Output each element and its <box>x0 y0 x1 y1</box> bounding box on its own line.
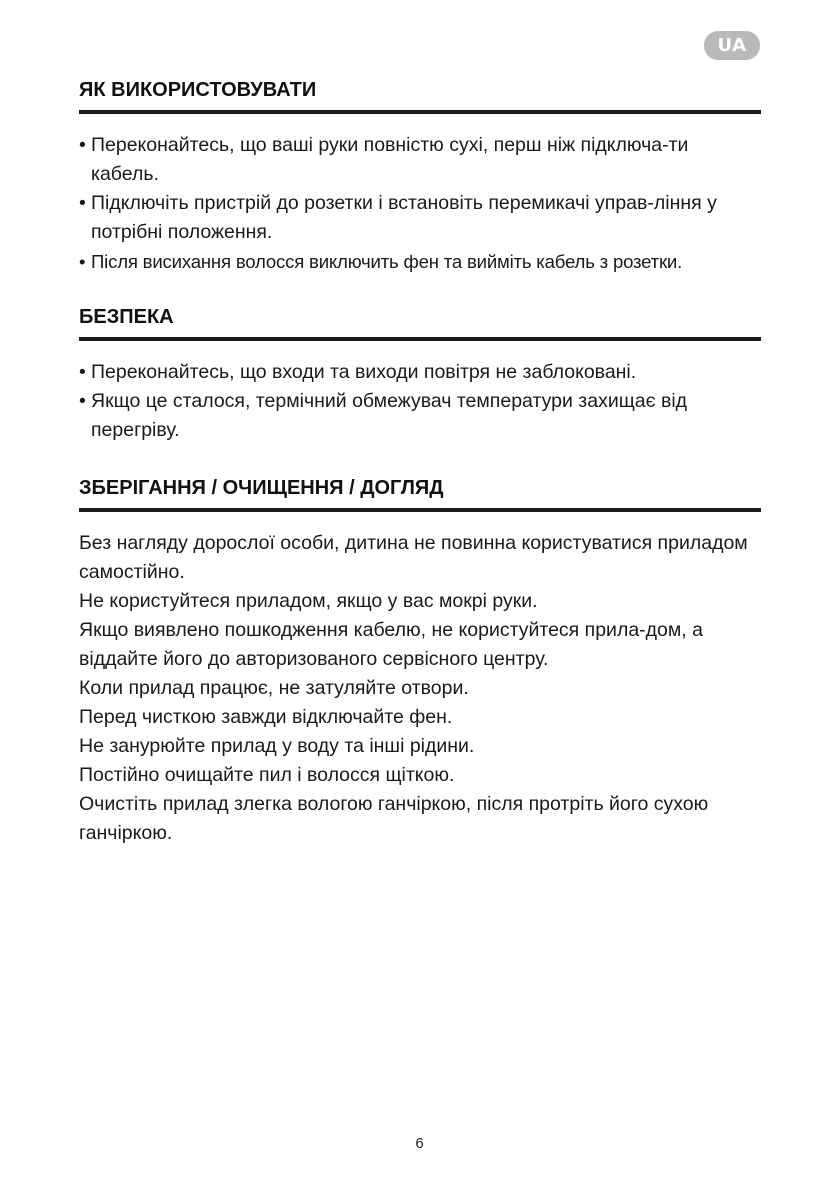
section-safety <box>79 305 761 445</box>
paragraph-list <box>79 529 761 848</box>
section-heading: ЯК ВИКОРИСТОВУВАТИ <box>79 79 317 101</box>
list-item: • Переконайтесь, що входи та виходи повітря не заблоковані. <box>79 358 761 387</box>
bullet-list <box>79 131 761 276</box>
language-badge: UA <box>704 31 760 60</box>
section-heading: БЕЗПЕКА <box>79 306 174 328</box>
section-divider <box>79 508 761 512</box>
list-item: • Після висихання волосся виключить фен та вийміть кабель з розетки. <box>79 247 761 276</box>
paragraph: Перед чисткою завжди відключайте фен. <box>79 706 453 728</box>
page-number: 6 <box>415 1135 424 1152</box>
section-storage-cleaning <box>79 476 761 848</box>
section-how-to-use <box>79 78 761 276</box>
section-divider <box>79 110 761 114</box>
paragraph: Якщо виявлено пошкодження кабелю, не користуйтеся прила-дом, а віддайте його до авторизованого сервісного центру. <box>79 619 703 670</box>
paragraph: Не користуйтеся приладом, якщо у вас мокрі руки. <box>79 590 538 612</box>
list-item: • Переконайтесь, що ваші руки повністю сухі, перш ніж підключа-ти кабель. <box>79 131 761 189</box>
list-item: • Підключіть пристрій до розетки і встановіть перемикачі управ-ління у потрібні положення. <box>79 189 761 247</box>
section-heading: ЗБЕРІГАННЯ / ОЧИЩЕННЯ / ДОГЛЯД <box>79 477 444 499</box>
paragraph: Коли прилад працює, не затуляйте отвори. <box>79 677 469 699</box>
paragraph: Постійно очищайте пил і волосся щіткою. <box>79 764 455 786</box>
paragraph: Без нагляду дорослої особи, дитина не повинна користуватися приладом самостійно. <box>79 532 748 583</box>
bullet-list <box>79 358 761 445</box>
list-item: • Якщо це сталося, термічний обмежувач температури захищає від перегріву. <box>79 387 761 445</box>
section-divider <box>79 337 761 341</box>
paragraph: Очистіть прилад злегка вологою ганчіркою, після протріть його сухою ганчіркою. <box>79 793 709 844</box>
paragraph: Не занурюйте прилад у воду та інші рідини. <box>79 735 475 757</box>
